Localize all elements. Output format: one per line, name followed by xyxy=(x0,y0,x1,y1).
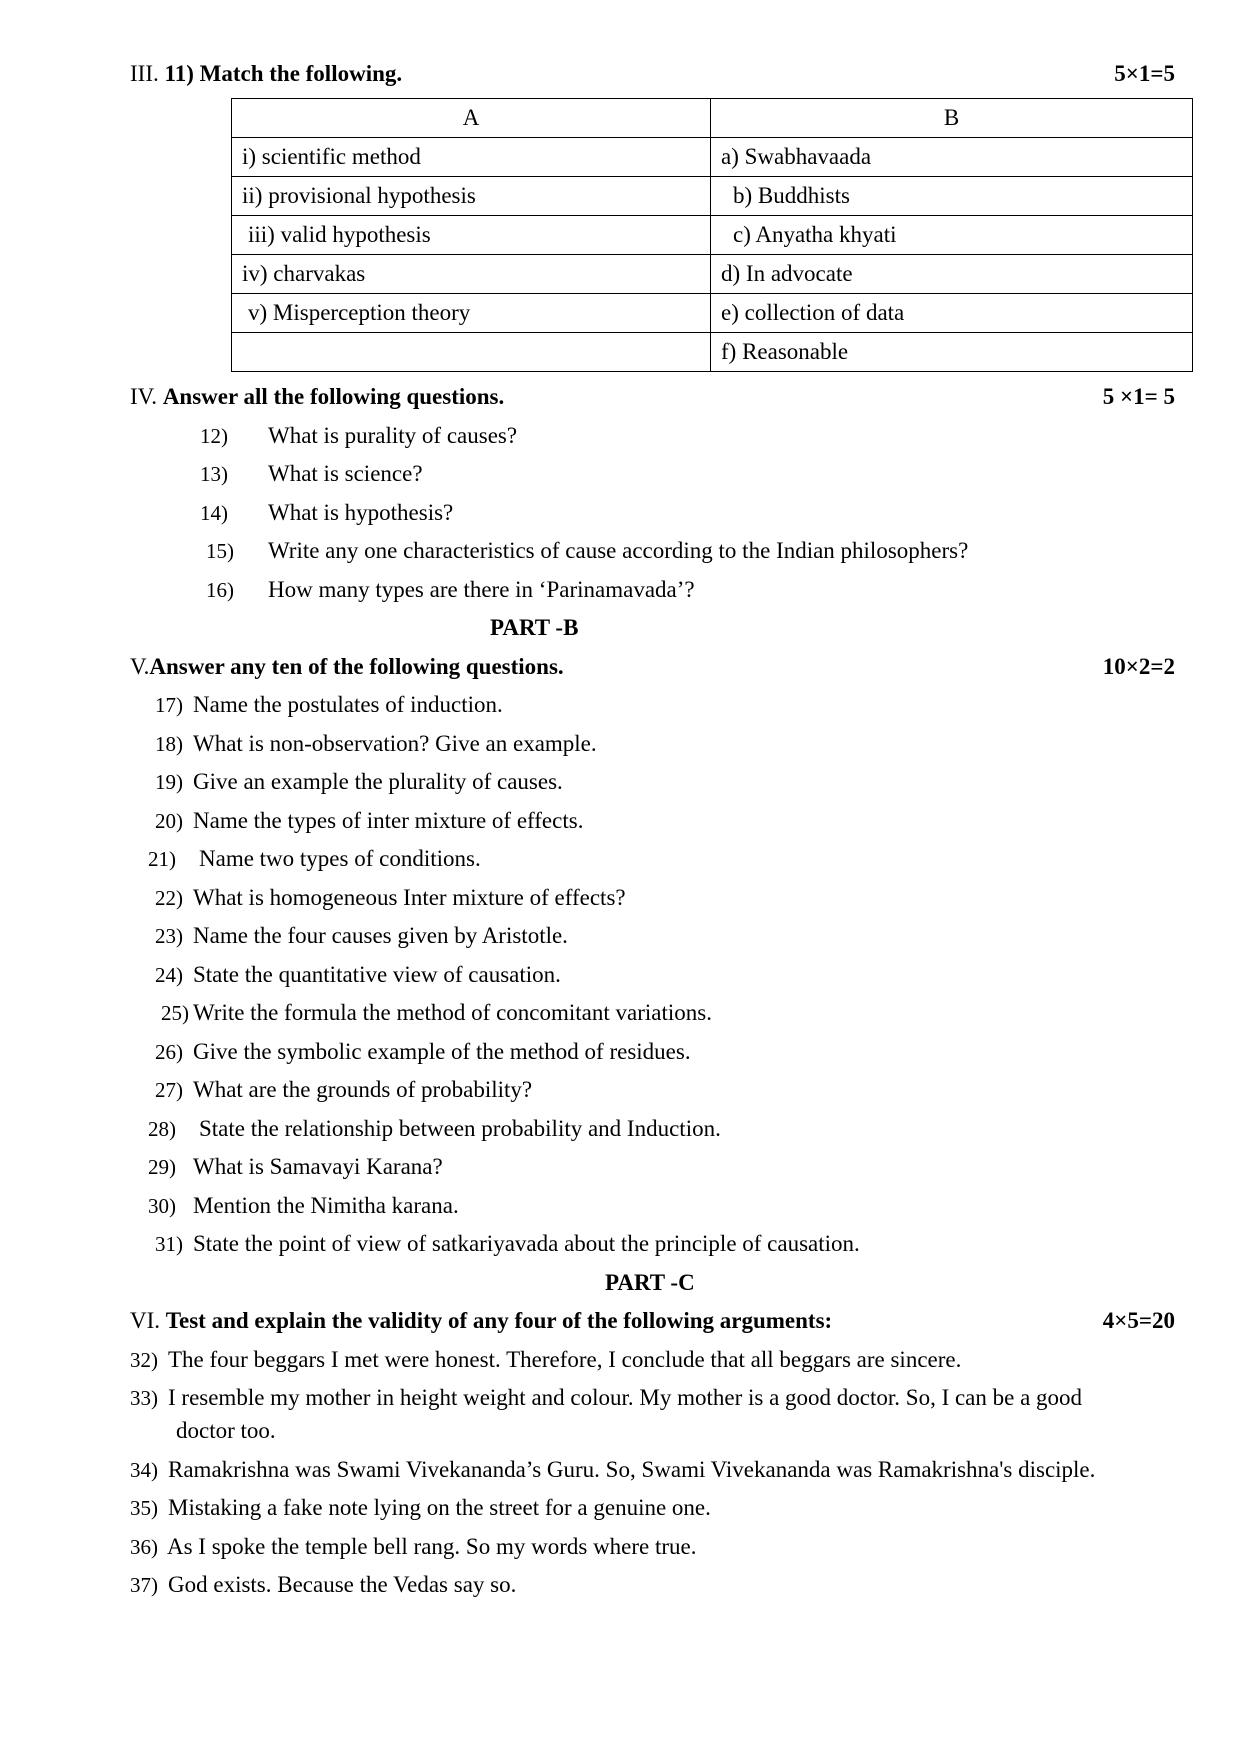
match-table xyxy=(231,98,1193,372)
section-6-roman: VI. xyxy=(130,1308,161,1333)
question-text: What is science? xyxy=(268,461,423,486)
question-number: 15) xyxy=(206,539,234,563)
question-19 xyxy=(155,768,563,796)
table-row xyxy=(232,294,1193,333)
question-number: 34) xyxy=(130,1458,158,1482)
question-number: 20) xyxy=(155,809,183,833)
question-number: 18) xyxy=(155,732,183,756)
question-number: 35) xyxy=(130,1496,158,1520)
column-a-cell: i) scientific method xyxy=(232,138,711,177)
question-text: State the quantitative view of causation. xyxy=(193,962,561,987)
question-text: What is hypothesis? xyxy=(268,500,454,525)
question-number: 23) xyxy=(155,924,183,948)
column-b-header: B xyxy=(711,99,1193,138)
column-a-cell: ii) provisional hypothesis xyxy=(232,177,711,216)
section-6-title: Test and explain the validity of any four of the following arguments: xyxy=(165,1308,833,1333)
question-text: God exists. Because the Vedas say so. xyxy=(168,1572,517,1597)
question-32 xyxy=(130,1346,961,1374)
question-text: What is Samavayi Karana? xyxy=(193,1154,443,1179)
question-26 xyxy=(155,1038,691,1066)
section-5-heading xyxy=(130,653,564,681)
question-number: 37) xyxy=(130,1573,158,1597)
column-b-cell: d) In advocate xyxy=(711,255,1193,294)
question-text: State the point of view of satkariyavada about the principle of causation. xyxy=(193,1231,860,1256)
question-number: 27) xyxy=(155,1078,183,1102)
question-text: As I spoke the temple bell rang. So my words where true. xyxy=(167,1534,697,1559)
question-number: 28) xyxy=(148,1117,176,1141)
section-5-roman: V. xyxy=(130,654,150,679)
question-17 xyxy=(155,691,503,719)
question-number: 32) xyxy=(130,1348,158,1372)
question-number: 14) xyxy=(200,501,228,525)
table-row xyxy=(232,216,1193,255)
question-33-continuation: doctor too. xyxy=(176,1418,276,1443)
section-6-marks: 4×5=20 xyxy=(1102,1308,1175,1333)
question-text: Write the formula the method of concomitant variations. xyxy=(193,1000,712,1025)
question-text: I resemble my mother in height weight and colour. My mother is a good doctor. So, I can be a good xyxy=(168,1385,1083,1410)
question-20 xyxy=(155,807,583,835)
question-text: Name the four causes given by Aristotle. xyxy=(193,923,568,948)
table-row xyxy=(232,333,1193,372)
question-30 xyxy=(148,1192,459,1220)
question-28 xyxy=(148,1115,721,1143)
question-text: What are the grounds of probability? xyxy=(193,1077,533,1102)
question-text: How many types are there in ‘Parinamavada’? xyxy=(268,577,695,602)
question-25 xyxy=(161,999,712,1027)
question-15 xyxy=(206,537,968,565)
question-text: State the relationship between probability and Induction. xyxy=(199,1116,721,1141)
section-5-marks: 10×2=2 xyxy=(1102,654,1175,679)
question-36 xyxy=(130,1533,697,1561)
question-text: What is purality of causes? xyxy=(268,423,518,448)
column-b-cell: f) Reasonable xyxy=(711,333,1193,372)
question-number: 31) xyxy=(155,1232,183,1256)
column-a-cell xyxy=(232,333,711,372)
column-b-cell: e) collection of data xyxy=(711,294,1193,333)
question-14 xyxy=(200,499,453,527)
section-3-marks: 5×1=5 xyxy=(1114,61,1175,86)
question-text: What is non-observation? Give an example. xyxy=(193,731,597,756)
question-text: Mention the Nimitha karana. xyxy=(193,1193,459,1218)
question-text: What is homogeneous Inter mixture of effects? xyxy=(193,885,626,910)
question-34 xyxy=(130,1456,1095,1484)
match-table-header xyxy=(232,99,1193,138)
section-6-heading xyxy=(130,1307,832,1335)
section-3-title: 11) Match the following. xyxy=(164,61,403,86)
question-12 xyxy=(200,422,517,450)
table-row xyxy=(232,138,1193,177)
section-3-heading xyxy=(130,60,402,88)
question-number: 13) xyxy=(200,462,228,486)
part-c-heading: PART -C xyxy=(605,1270,695,1295)
question-text: Give an example the plurality of causes. xyxy=(193,769,563,794)
column-a-header: A xyxy=(232,99,711,138)
question-number: 29) xyxy=(148,1155,176,1179)
question-22 xyxy=(155,884,626,912)
question-27 xyxy=(155,1076,532,1104)
section-3-roman: III. xyxy=(130,61,159,86)
question-text: Write any one characteristics of cause according to the Indian philosophers? xyxy=(268,538,969,563)
question-23 xyxy=(155,922,568,950)
table-row xyxy=(232,177,1193,216)
question-number: 22) xyxy=(155,886,183,910)
section-5-title: Answer any ten of the following questions. xyxy=(149,654,564,679)
question-13 xyxy=(200,460,423,488)
question-number: 17) xyxy=(155,693,183,717)
question-number: 24) xyxy=(155,963,183,987)
question-16 xyxy=(206,576,695,604)
question-24 xyxy=(155,961,561,989)
column-b-cell: c) Anyatha khyati xyxy=(711,216,1193,255)
section-4-marks: 5 ×1= 5 xyxy=(1102,384,1175,409)
column-b-cell: a) Swabhavaada xyxy=(711,138,1193,177)
question-number: 26) xyxy=(155,1040,183,1064)
question-text: Name the types of inter mixture of effects. xyxy=(193,808,584,833)
question-number: 25) xyxy=(161,1001,189,1025)
question-text: The four beggars I met were honest. Therefore, I conclude that all beggars are sincere. xyxy=(168,1347,962,1372)
question-31 xyxy=(155,1230,860,1258)
column-a-cell: v) Misperception theory xyxy=(232,294,711,333)
question-21 xyxy=(148,845,481,873)
section-4-heading xyxy=(130,383,504,411)
question-text: Give the symbolic example of the method of residues. xyxy=(193,1039,691,1064)
question-29 xyxy=(148,1153,443,1181)
question-text: Name the postulates of induction. xyxy=(193,692,503,717)
table-row xyxy=(232,255,1193,294)
question-number: 30) xyxy=(148,1194,176,1218)
question-number: 16) xyxy=(206,578,234,602)
section-4-roman: IV. xyxy=(130,384,158,409)
question-33 xyxy=(130,1384,1082,1412)
question-37 xyxy=(130,1571,516,1599)
question-number: 21) xyxy=(148,847,176,871)
question-text: Mistaking a fake note lying on the street for a genuine one. xyxy=(168,1495,711,1520)
question-text: Ramakrishna was Swami Vivekananda’s Guru. So, Swami Vivekananda was Ramakrishna's disciple. xyxy=(168,1457,1096,1482)
question-18 xyxy=(155,730,597,758)
column-a-cell: iv) charvakas xyxy=(232,255,711,294)
question-number: 33) xyxy=(130,1386,158,1410)
column-a-cell: iii) valid hypothesis xyxy=(232,216,711,255)
question-number: 19) xyxy=(155,770,183,794)
question-number: 36) xyxy=(130,1535,158,1559)
question-number: 12) xyxy=(200,424,228,448)
part-b-heading: PART -B xyxy=(490,615,579,640)
question-35 xyxy=(130,1494,711,1522)
section-4-title: Answer all the following questions. xyxy=(162,384,505,409)
column-b-cell: b) Buddhists xyxy=(711,177,1193,216)
question-text: Name two types of conditions. xyxy=(199,846,481,871)
